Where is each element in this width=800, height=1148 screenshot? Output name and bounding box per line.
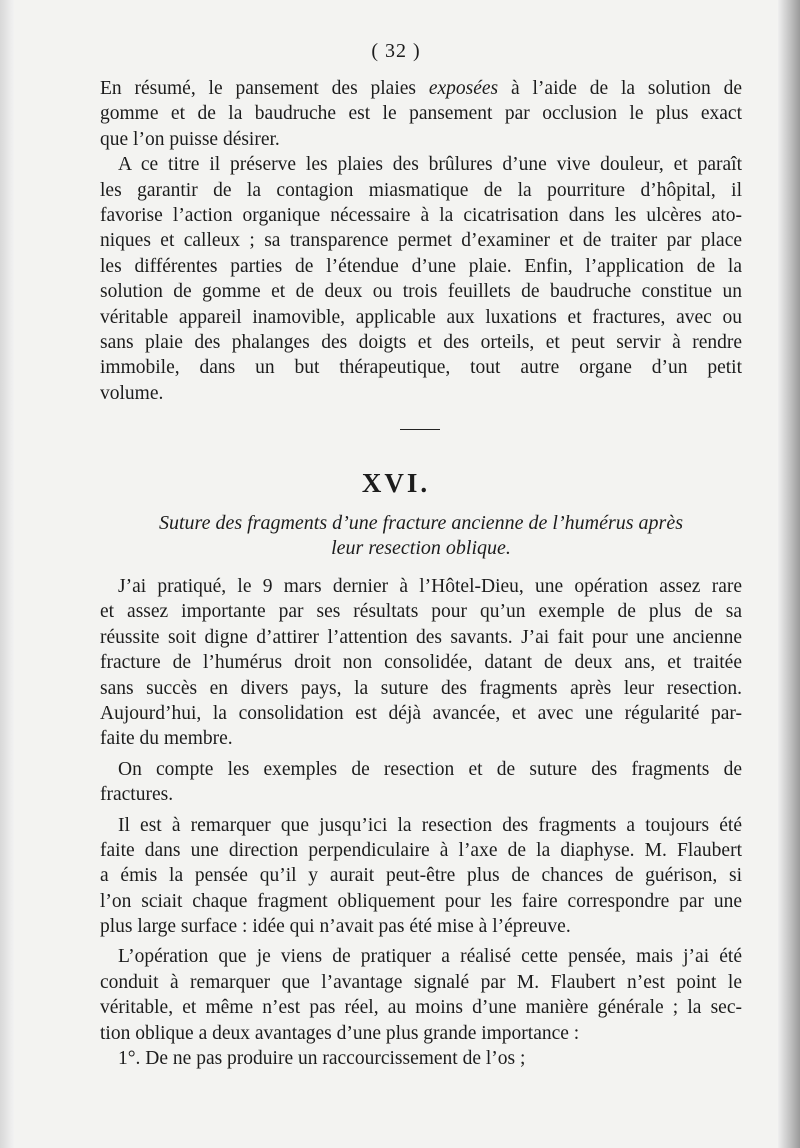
section-title-line: Suture des fragments d’une fracture ancienne de l’humérus après [159, 512, 683, 534]
text-line: immobile, dans un but thérapeutique, tout autre organe d’un petit [100, 357, 742, 379]
text-line: niques et calleux ; sa transparence permet d’examiner et de traiter par place [100, 230, 742, 252]
text-line: faite dans une direction perpendiculaire à l’axe de la diaphyse. M. Flaubert [100, 839, 742, 861]
text-line: plus large surface : idée qui n’avait pas été mise à l’épreuve. [100, 916, 571, 938]
text-line: que l’on puisse désirer. [100, 128, 280, 150]
scan-right-edge [778, 0, 800, 1148]
body-text [100, 574, 742, 1071]
text-line: tion oblique a deux avantages d’une plus grande importance : [100, 1022, 580, 1044]
section-divider [400, 429, 440, 430]
text-line: A ce titre il préserve les plaies des brûlures d’une vive douleur, et paraît [118, 154, 742, 176]
text-line: véritable appareil inamovible, applicable aux luxations et fractures, avec ou [100, 306, 742, 328]
text-line: gomme et de la baudruche est le pansement par occlusion le plus exact [100, 103, 742, 125]
text-line: sans plaie des phalanges des doigts et des orteils, et peut servir à rendre [100, 331, 742, 353]
text-line: sans succès en divers pays, la suture des fragments après leur resection. [100, 677, 742, 699]
text-line: faite du membre. [100, 728, 233, 750]
text-line: L’opération que je viens de pratiquer a réalisé cette pensée, mais j’ai été [118, 946, 742, 968]
text-line: l’on sciait chaque fragment obliquement pour les faire correspondre par une [100, 890, 742, 912]
page-number: ( 32 ) [371, 40, 421, 62]
text-segment: à l’aide de la solution de [498, 78, 742, 99]
text-line: J’ai pratiqué, le 9 mars dernier à l’Hôtel-Dieu, une opération assez rare [118, 576, 742, 597]
text-line: volume. [100, 382, 164, 404]
scan-left-edge [0, 0, 14, 1148]
text-line: favorise l’action organique nécessaire à la cicatrisation dans les ulcères ato- [100, 204, 742, 226]
text-line: conduit à remarquer que l’avantage signalé par M. Flaubert n’est point le [100, 971, 742, 993]
book-page [14, 0, 778, 1148]
text-line: véritable, et même n’est pas réel, au moins d’une manière générale ; la sec- [100, 997, 742, 1019]
text-line: 1°. De ne pas produire un raccourcissement de l’os ; [118, 1048, 526, 1070]
text-line [100, 76, 742, 101]
text-line: Aujourd’hui, la consolidation est déjà avancée, et avec une régularité par- [100, 702, 742, 724]
text-line: réussite soit digne d’attirer l’attention des savants. J’ai fait pour une ancienne [100, 626, 742, 648]
text-line: fracture de l’humérus droit non consolidée, datant de deux ans, et traitée [100, 652, 742, 674]
text-line: Il est à remarquer que jusqu’ici la resection des fragments a toujours été [118, 814, 742, 836]
text-line: les garantir de la contagion miasmatique de la pourriture d’hôpital, il [100, 179, 742, 201]
intro-text [100, 76, 742, 406]
text-segment: En résumé, le pansement des plaies [100, 78, 429, 99]
text-line: On compte les exemples de resection et de suture des fragments de [118, 758, 742, 780]
text-line: et assez importante par ses résultats pour qu’un exemple de plus de sa [100, 601, 742, 623]
section-title-line: leur resection oblique. [331, 537, 511, 560]
section-number: XVI. [361, 468, 431, 498]
section-title [100, 510, 742, 561]
emphasis-word: exposées [428, 78, 499, 99]
text-line: a émis la pensée qu’il y aurait peut-être plus de chances de guérison, si [100, 865, 742, 887]
text-line: fractures. [100, 784, 174, 806]
text-line: solution de gomme et de deux ou trois feuillets de baudruche constitue un [100, 281, 742, 303]
text-line: les différentes parties de l’étendue d’une plaie. Enfin, l’application de la [100, 255, 742, 277]
